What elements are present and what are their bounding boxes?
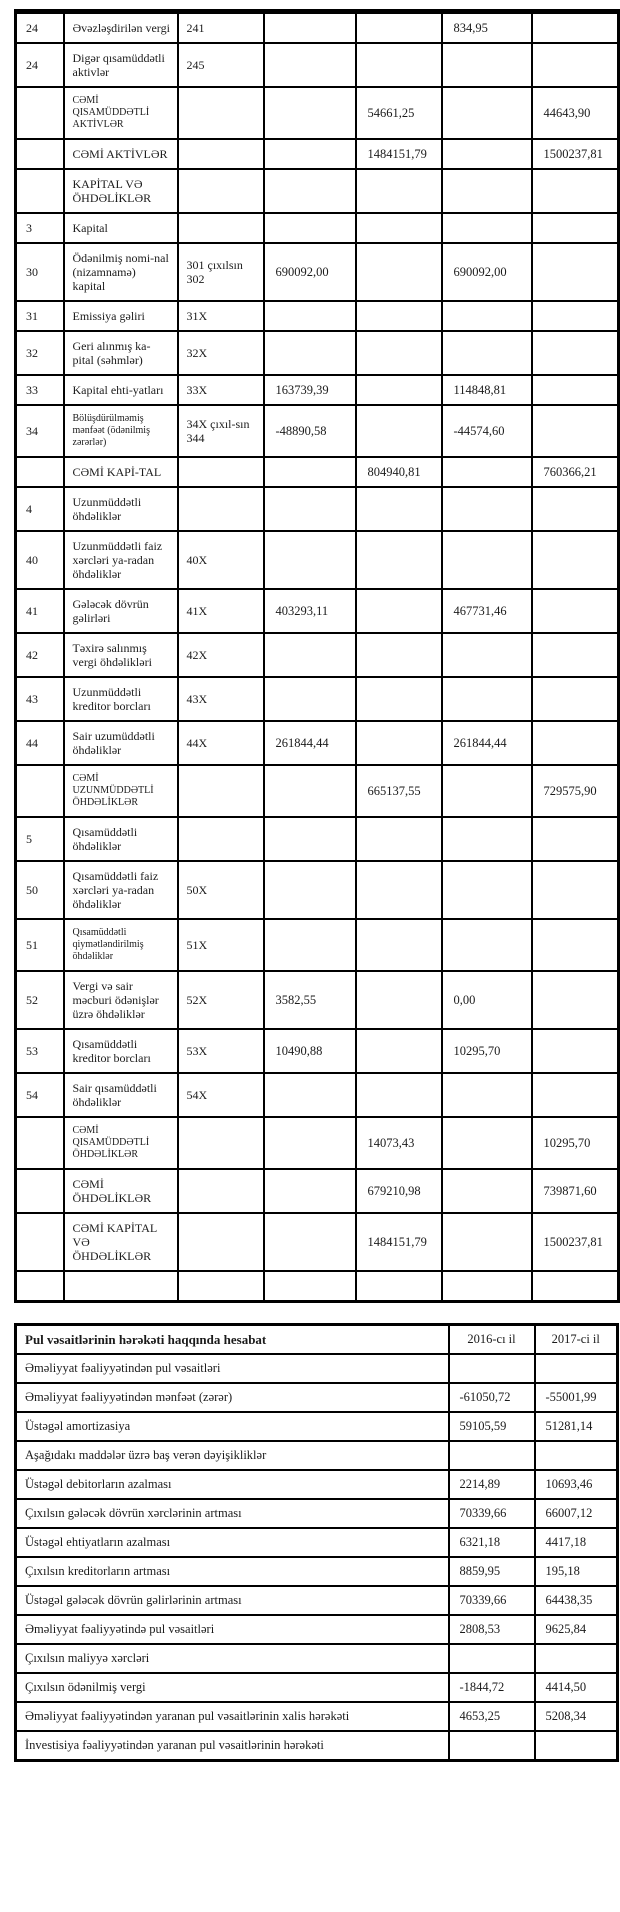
cashflow-value-2017 [535,1731,618,1761]
balance-total-b [532,721,619,765]
balance-code: 32X [178,331,264,375]
balance-code [178,457,264,487]
balance-num [16,1169,64,1213]
balance-total-a [356,169,442,213]
balance-row [16,861,619,919]
balance-total-b [532,589,619,633]
cashflow-label: Üstəgəl amortizasiya [16,1412,449,1441]
balance-total-b [532,12,619,44]
balance-row [16,1271,619,1301]
balance-row [16,677,619,721]
balance-value-b: 114848,81 [442,375,532,405]
cashflow-value-2017: 195,18 [535,1557,618,1586]
balance-num: 24 [16,43,64,87]
balance-value-b [442,169,532,213]
balance-desc: CƏMİ ÖHDƏLİKLƏR [64,1169,178,1213]
balance-num: 33 [16,375,64,405]
balance-code: 34X çıxıl-sın 344 [178,405,264,457]
balance-value-b [442,139,532,169]
cashflow-row [16,1383,618,1412]
balance-row [16,919,619,971]
cashflow-year-2017-header: 2017-ci il [535,1324,618,1354]
balance-desc: Geri alınmış ka-pital (səhmlər) [64,331,178,375]
balance-code [178,487,264,531]
balance-num: 53 [16,1029,64,1073]
balance-value-a: 163739,39 [264,375,356,405]
balance-value-b [442,765,532,817]
balance-desc: Digər qısamüddətli aktivlər [64,43,178,87]
balance-total-b [532,1073,619,1117]
balance-value-a: 403293,11 [264,589,356,633]
balance-num [16,1117,64,1169]
balance-desc: Emissiya gəliri [64,301,178,331]
balance-row [16,169,619,213]
balance-desc: KAPİTAL VƏ ÖHDƏLİKLƏR [64,169,178,213]
balance-row [16,405,619,457]
cashflow-row [16,1702,618,1731]
balance-total-a: 54661,25 [356,87,442,139]
balance-desc: Qısamüddətli öhdəliklər [64,817,178,861]
balance-sheet-table [14,9,620,1303]
balance-total-a [356,531,442,589]
balance-total-a [356,243,442,301]
balance-value-b [442,487,532,531]
balance-total-a [356,301,442,331]
cashflow-row [16,1441,618,1470]
balance-value-b [442,43,532,87]
balance-code: 44X [178,721,264,765]
balance-total-b [532,1271,619,1301]
cashflow-value-2016: 70339,66 [449,1499,535,1528]
balance-total-b: 1500237,81 [532,139,619,169]
balance-total-b [532,1029,619,1073]
cashflow-label: Əməliyyat fəaliyyətindən pul vəsaitləri [16,1354,449,1383]
balance-value-b [442,213,532,243]
balance-row [16,531,619,589]
cashflow-value-2016: 8859,95 [449,1557,535,1586]
balance-total-b: 729575,90 [532,765,619,817]
balance-num: 34 [16,405,64,457]
balance-num [16,1213,64,1271]
balance-code: 33X [178,375,264,405]
balance-total-a [356,817,442,861]
balance-code [178,1213,264,1271]
balance-value-a [264,765,356,817]
cashflow-value-2017: 4417,18 [535,1528,618,1557]
cashflow-value-2016: 6321,18 [449,1528,535,1557]
balance-desc: CƏMİ KAPİ-TAL [64,457,178,487]
balance-num [16,87,64,139]
balance-total-a [356,861,442,919]
balance-value-a [264,487,356,531]
balance-total-a [356,213,442,243]
cashflow-table [14,1323,619,1762]
balance-value-b [442,331,532,375]
balance-total-b [532,971,619,1029]
cashflow-value-2017: 10693,46 [535,1470,618,1499]
balance-code: 54X [178,1073,264,1117]
balance-code: 245 [178,43,264,87]
cashflow-value-2017 [535,1354,618,1383]
balance-total-a [356,1271,442,1301]
cashflow-label: Əməliyyat fəaliyyətindən yaranan pul vəsaitlərinin xalis hərəkəti [16,1702,449,1731]
balance-desc: Qısamüddətli qiymətləndirilmiş öhdəliklər [64,919,178,971]
cashflow-label: Çıxılsın ödənilmiş vergi [16,1673,449,1702]
cashflow-value-2017: 66007,12 [535,1499,618,1528]
balance-value-b [442,817,532,861]
balance-desc: Ödənilmiş nomi-nal (nizamnamə) kapital [64,243,178,301]
cashflow-label: İnvestisiya fəaliyyətindən yaranan pul vəsaitlərinin hərəkəti [16,1731,449,1761]
balance-value-b [442,87,532,139]
balance-total-b [532,487,619,531]
balance-code: 43X [178,677,264,721]
balance-num [16,169,64,213]
balance-num: 3 [16,213,64,243]
balance-row [16,457,619,487]
balance-desc: Bölüşdürülməmiş mənfəət (ödənilmiş zərərlər) [64,405,178,457]
balance-total-a: 665137,55 [356,765,442,817]
balance-num: 42 [16,633,64,677]
balance-value-b: 834,95 [442,12,532,44]
balance-code: 241 [178,12,264,44]
balance-total-b [532,375,619,405]
balance-value-a [264,43,356,87]
cashflow-label: Üstəgəl ehtiyatların azalması [16,1528,449,1557]
balance-value-a: 10490,88 [264,1029,356,1073]
balance-value-a [264,331,356,375]
balance-desc [64,1271,178,1301]
document-page [0,9,620,1762]
balance-total-a [356,405,442,457]
balance-num: 50 [16,861,64,919]
balance-total-b: 10295,70 [532,1117,619,1169]
balance-value-a: 261844,44 [264,721,356,765]
balance-value-a [264,677,356,721]
balance-num: 4 [16,487,64,531]
balance-desc: Sair uzumüddətli öhdəliklər [64,721,178,765]
balance-num [16,1271,64,1301]
balance-desc: Uzunmüddətli faiz xərcləri ya-radan öhdəliklər [64,531,178,589]
balance-value-a: -48890,58 [264,405,356,457]
balance-value-a [264,169,356,213]
balance-row [16,633,619,677]
balance-num: 41 [16,589,64,633]
balance-row [16,1073,619,1117]
balance-code: 42X [178,633,264,677]
cashflow-value-2017 [535,1441,618,1470]
balance-desc: CƏMİ KAPİTAL VƏ ÖHDƏLİKLƏR [64,1213,178,1271]
balance-code [178,1169,264,1213]
balance-total-a [356,721,442,765]
balance-value-b [442,677,532,721]
balance-row [16,87,619,139]
balance-value-b: 261844,44 [442,721,532,765]
balance-value-b: 0,00 [442,971,532,1029]
balance-value-a: 690092,00 [264,243,356,301]
balance-code: 51X [178,919,264,971]
cashflow-row [16,1644,618,1673]
balance-value-a [264,139,356,169]
balance-total-b [532,301,619,331]
balance-total-b [532,243,619,301]
balance-value-b: 10295,70 [442,1029,532,1073]
balance-value-a [264,633,356,677]
cashflow-row [16,1557,618,1586]
balance-row [16,765,619,817]
balance-desc: Təxirə salınmış vergi öhdəlikləri [64,633,178,677]
cashflow-row [16,1615,618,1644]
balance-row [16,1029,619,1073]
balance-row [16,243,619,301]
balance-row [16,139,619,169]
balance-total-a [356,12,442,44]
balance-code [178,87,264,139]
balance-code: 301 çıxılsın 302 [178,243,264,301]
balance-num: 52 [16,971,64,1029]
cashflow-value-2017 [535,1644,618,1673]
balance-code [178,765,264,817]
cashflow-row [16,1354,618,1383]
balance-total-b: 1500237,81 [532,1213,619,1271]
cashflow-label: Çıxılsın gələcək dövrün xərclərinin artması [16,1499,449,1528]
balance-total-a [356,971,442,1029]
balance-code [178,139,264,169]
cashflow-value-2016 [449,1731,535,1761]
cashflow-value-2017: 9625,84 [535,1615,618,1644]
balance-row [16,971,619,1029]
balance-total-b [532,919,619,971]
balance-row [16,301,619,331]
balance-total-a: 804940,81 [356,457,442,487]
balance-value-b [442,1213,532,1271]
balance-total-b [532,861,619,919]
balance-value-b [442,1073,532,1117]
balance-total-b [532,213,619,243]
balance-code: 40X [178,531,264,589]
cashflow-label: Çıxılsın maliyyə xərcləri [16,1644,449,1673]
balance-row [16,1213,619,1271]
cashflow-label: Çıxılsın kreditorların artması [16,1557,449,1586]
balance-total-b [532,633,619,677]
balance-num [16,457,64,487]
cashflow-value-2016: 59105,59 [449,1412,535,1441]
balance-desc: Kapital ehti-yatları [64,375,178,405]
balance-num: 51 [16,919,64,971]
balance-total-a [356,919,442,971]
balance-total-a [356,331,442,375]
balance-row [16,817,619,861]
cashflow-value-2016: 4653,25 [449,1702,535,1731]
balance-num: 30 [16,243,64,301]
balance-value-a [264,457,356,487]
cashflow-value-2017: 5208,34 [535,1702,618,1731]
balance-code: 50X [178,861,264,919]
balance-value-b [442,1169,532,1213]
balance-desc: CƏMİ UZUNMÜDDƏTLİ ÖHDƏLİKLƏR [64,765,178,817]
cashflow-value-2017: 64438,35 [535,1586,618,1615]
balance-value-b [442,457,532,487]
balance-row [16,375,619,405]
balance-total-b [532,677,619,721]
balance-total-b: 739871,60 [532,1169,619,1213]
cashflow-header-row [16,1324,618,1354]
cashflow-row [16,1470,618,1499]
balance-value-a [264,531,356,589]
balance-total-a [356,633,442,677]
balance-value-a [264,817,356,861]
balance-value-a [264,1213,356,1271]
balance-total-a [356,677,442,721]
balance-row [16,213,619,243]
balance-total-a: 679210,98 [356,1169,442,1213]
balance-num: 24 [16,12,64,44]
balance-value-b [442,633,532,677]
balance-num: 54 [16,1073,64,1117]
balance-code: 52X [178,971,264,1029]
balance-value-b [442,1271,532,1301]
cashflow-value-2016: 2808,53 [449,1615,535,1644]
balance-desc: Əvəzləşdirilən vergi [64,12,178,44]
balance-value-a [264,12,356,44]
balance-total-a [356,43,442,87]
balance-row [16,12,619,44]
cashflow-value-2016: 2214,89 [449,1470,535,1499]
balance-total-b: 44643,90 [532,87,619,139]
balance-total-a [356,1029,442,1073]
balance-num: 44 [16,721,64,765]
balance-total-b: 760366,21 [532,457,619,487]
cashflow-value-2017: 51281,14 [535,1412,618,1441]
balance-code: 31X [178,301,264,331]
balance-value-a [264,1271,356,1301]
cashflow-label: Üstəgəl debitorların azalması [16,1470,449,1499]
balance-total-a [356,487,442,531]
cashflow-row [16,1528,618,1557]
balance-value-a [264,1169,356,1213]
balance-num: 31 [16,301,64,331]
cashflow-row [16,1412,618,1441]
cashflow-value-2017: -55001,99 [535,1383,618,1412]
balance-code [178,1271,264,1301]
balance-desc: Vergi və sair məcburi ödənişlər üzrə öhdəliklər [64,971,178,1029]
balance-value-b: 690092,00 [442,243,532,301]
balance-total-a [356,375,442,405]
balance-value-a [264,1117,356,1169]
balance-total-b [532,531,619,589]
balance-desc: CƏMİ QISAMÜDDƏTLİ AKTİVLƏR [64,87,178,139]
balance-desc: Gələcək dövrün gəlirləri [64,589,178,633]
balance-desc: CƏMİ AKTİVLƏR [64,139,178,169]
balance-desc: Uzunmüddətli kreditor borcları [64,677,178,721]
balance-row [16,43,619,87]
cashflow-label: Əməliyyat fəaliyyətindən mənfəət (zərər) [16,1383,449,1412]
balance-row [16,1117,619,1169]
balance-value-b [442,861,532,919]
cashflow-table-title: Pul vəsaitlərinin hərəkəti haqqında hesabat [16,1324,449,1354]
balance-total-b [532,405,619,457]
balance-total-a: 1484151,79 [356,139,442,169]
balance-num: 32 [16,331,64,375]
balance-row [16,487,619,531]
cashflow-value-2016 [449,1644,535,1673]
balance-value-b [442,531,532,589]
balance-value-b [442,301,532,331]
balance-value-a: 3582,55 [264,971,356,1029]
balance-desc: Uzunmüddətli öhdəliklər [64,487,178,531]
balance-total-a [356,1073,442,1117]
balance-code: 53X [178,1029,264,1073]
balance-code: 41X [178,589,264,633]
balance-desc: CƏMİ QISAMÜDDƏTLİ ÖHDƏLİKLƏR [64,1117,178,1169]
balance-code [178,169,264,213]
balance-total-b [532,817,619,861]
cashflow-value-2016 [449,1354,535,1383]
cashflow-value-2017: 4414,50 [535,1673,618,1702]
balance-num [16,765,64,817]
cashflow-row [16,1673,618,1702]
balance-row [16,1169,619,1213]
cashflow-year-2016-header: 2016-cı il [449,1324,535,1354]
balance-value-b: -44574,60 [442,405,532,457]
balance-num: 40 [16,531,64,589]
cashflow-row [16,1499,618,1528]
cashflow-label: Aşağıdakı maddələr üzrə baş verən dəyişikliklər [16,1441,449,1470]
balance-value-b [442,919,532,971]
cashflow-value-2016: 70339,66 [449,1586,535,1615]
cashflow-row [16,1586,618,1615]
balance-value-b [442,1117,532,1169]
balance-desc: Sair qısamüddətli öhdəliklər [64,1073,178,1117]
balance-row [16,331,619,375]
cashflow-label: Əməliyyat fəaliyyətində pul vəsaitləri [16,1615,449,1644]
balance-code [178,213,264,243]
balance-total-a: 1484151,79 [356,1213,442,1271]
balance-row [16,721,619,765]
balance-code [178,817,264,861]
balance-value-a [264,1073,356,1117]
balance-value-a [264,301,356,331]
cashflow-value-2016 [449,1441,535,1470]
balance-value-a [264,213,356,243]
cashflow-row [16,1731,618,1761]
balance-total-a: 14073,43 [356,1117,442,1169]
balance-num: 43 [16,677,64,721]
balance-row [16,589,619,633]
balance-value-a [264,919,356,971]
balance-total-b [532,43,619,87]
cashflow-label: Üstəgəl gələcək dövrün gəlirlərinin artması [16,1586,449,1615]
balance-value-a [264,861,356,919]
balance-value-a [264,87,356,139]
cashflow-value-2016: -1844,72 [449,1673,535,1702]
balance-desc: Qısamüddətli kreditor borcları [64,1029,178,1073]
balance-total-b [532,169,619,213]
balance-total-b [532,331,619,375]
balance-value-b: 467731,46 [442,589,532,633]
balance-code [178,1117,264,1169]
balance-num [16,139,64,169]
cashflow-value-2016: -61050,72 [449,1383,535,1412]
balance-desc: Kapital [64,213,178,243]
balance-num: 5 [16,817,64,861]
balance-total-a [356,589,442,633]
balance-desc: Qısamüddətli faiz xərcləri ya-radan öhdəliklər [64,861,178,919]
